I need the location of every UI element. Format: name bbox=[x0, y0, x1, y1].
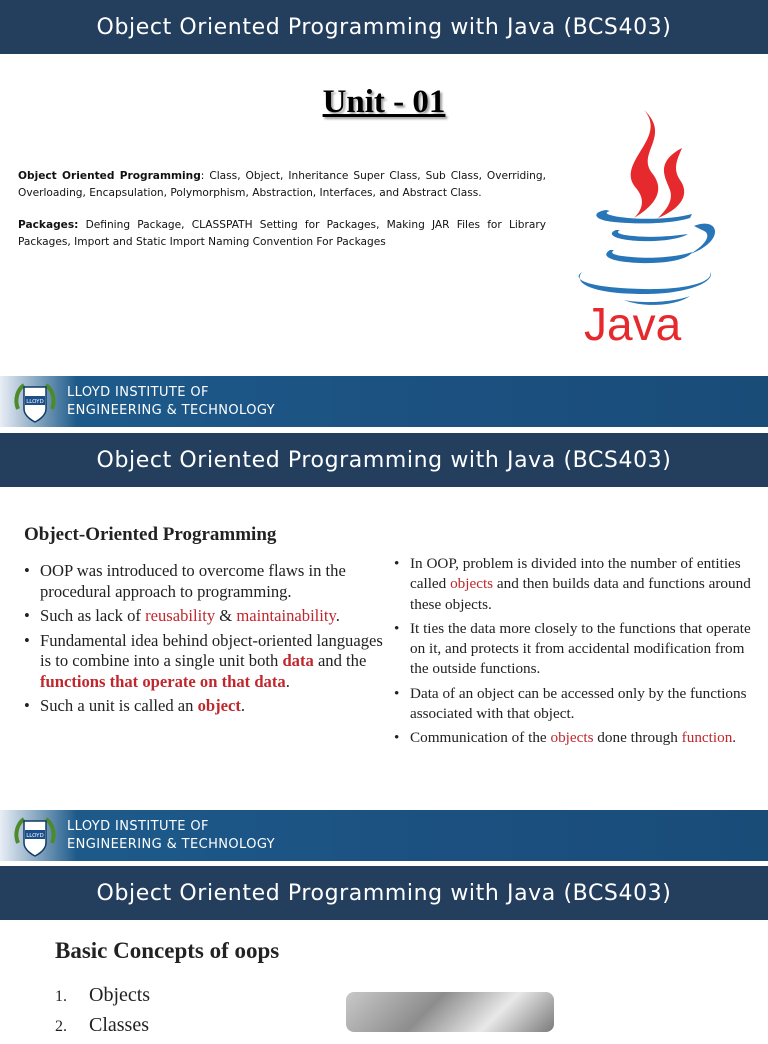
syllabus-packages-label: Packages: bbox=[18, 219, 79, 231]
java-logo-word: Java bbox=[584, 298, 682, 350]
slide2-header bbox=[0, 433, 768, 487]
slide2-right-bullets bbox=[392, 554, 764, 749]
slide2-header-text: Object Oriented Programming with Java (BCS403) bbox=[96, 447, 672, 473]
slide1-header-text: Object Oriented Programming with Java (BCS403) bbox=[96, 14, 672, 40]
syllabus-packages-text: Defining Package, CLASSPATH Setting for Packages, Making JAR Files for Library Packages, Import and Static Import Naming Convention For Packages bbox=[18, 219, 546, 248]
concept-item-1: 1. Objects bbox=[55, 984, 151, 1006]
institute-line2: ENGINEERING & TECHNOLOGY bbox=[67, 403, 276, 418]
slide2-left-bullets bbox=[22, 561, 390, 717]
slide3-header bbox=[0, 866, 768, 920]
svg-text:LLOYD: LLOYD bbox=[26, 833, 44, 839]
slide3-section-title: Basic Concepts of oops bbox=[55, 938, 280, 963]
concept-image bbox=[346, 992, 554, 1032]
concept-list bbox=[55, 984, 150, 1044]
java-logo bbox=[574, 108, 724, 353]
slide2-section-title: Object-Oriented Programming bbox=[24, 524, 277, 545]
left-bullet-4: • Such a unit is called an object. bbox=[22, 696, 390, 717]
syllabus-oop-label: Object Oriented Programming bbox=[18, 170, 201, 182]
syllabus-packages bbox=[18, 217, 546, 250]
syllabus-oop bbox=[18, 168, 546, 201]
slide1-header bbox=[0, 0, 768, 54]
unit-title: Unit - 01 bbox=[322, 84, 446, 120]
institute-line1: LLOYD INSTITUTE OF bbox=[67, 819, 209, 834]
syllabus-oop-text: : Class, Object, Inheritance Super Class, Sub Class, Overriding, Overloading, Encapsulation, Polymorphism, Abstraction, Interfaces, and Abstract Class. bbox=[18, 170, 546, 199]
right-bullet-2: • It ties the data more closely to the functions that operate on it, and protects it from accidental modification from the outside functions. bbox=[392, 619, 764, 680]
institute-bar-1 bbox=[0, 376, 768, 427]
institute-bar-2 bbox=[0, 810, 768, 861]
right-bullet-3: • Data of an object can be accessed only by the functions associated with that object. bbox=[392, 684, 764, 725]
java-cup-icon bbox=[574, 108, 724, 353]
concept-item-2: 2. Classes bbox=[55, 1014, 149, 1036]
institute-line2: ENGINEERING & TECHNOLOGY bbox=[67, 837, 276, 852]
left-bullet-3: • Fundamental idea behind object-oriented languages is to combine into a single unit both data and the functions that operate on that data. bbox=[22, 631, 390, 693]
right-bullet-4: • Communication of the objects done through function. bbox=[392, 728, 764, 748]
right-bullet-1: • In OOP, problem is divided into the number of entities called objects and then builds data and functions around these objects. bbox=[392, 554, 764, 615]
left-bullet-1: • OOP was introduced to overcome flaws in the procedural approach to programming. bbox=[22, 561, 390, 602]
left-bullet-2: • Such as lack of reusability & maintainability. bbox=[22, 606, 390, 627]
institute-name bbox=[67, 818, 275, 854]
institute-name bbox=[67, 384, 275, 420]
institute-logo-icon bbox=[12, 813, 58, 859]
svg-text:LLOYD: LLOYD bbox=[26, 399, 44, 405]
institute-line1: LLOYD INSTITUTE OF bbox=[67, 385, 209, 400]
institute-logo-icon bbox=[12, 379, 58, 425]
slide3-header-text: Object Oriented Programming with Java (BCS403) bbox=[96, 880, 672, 906]
